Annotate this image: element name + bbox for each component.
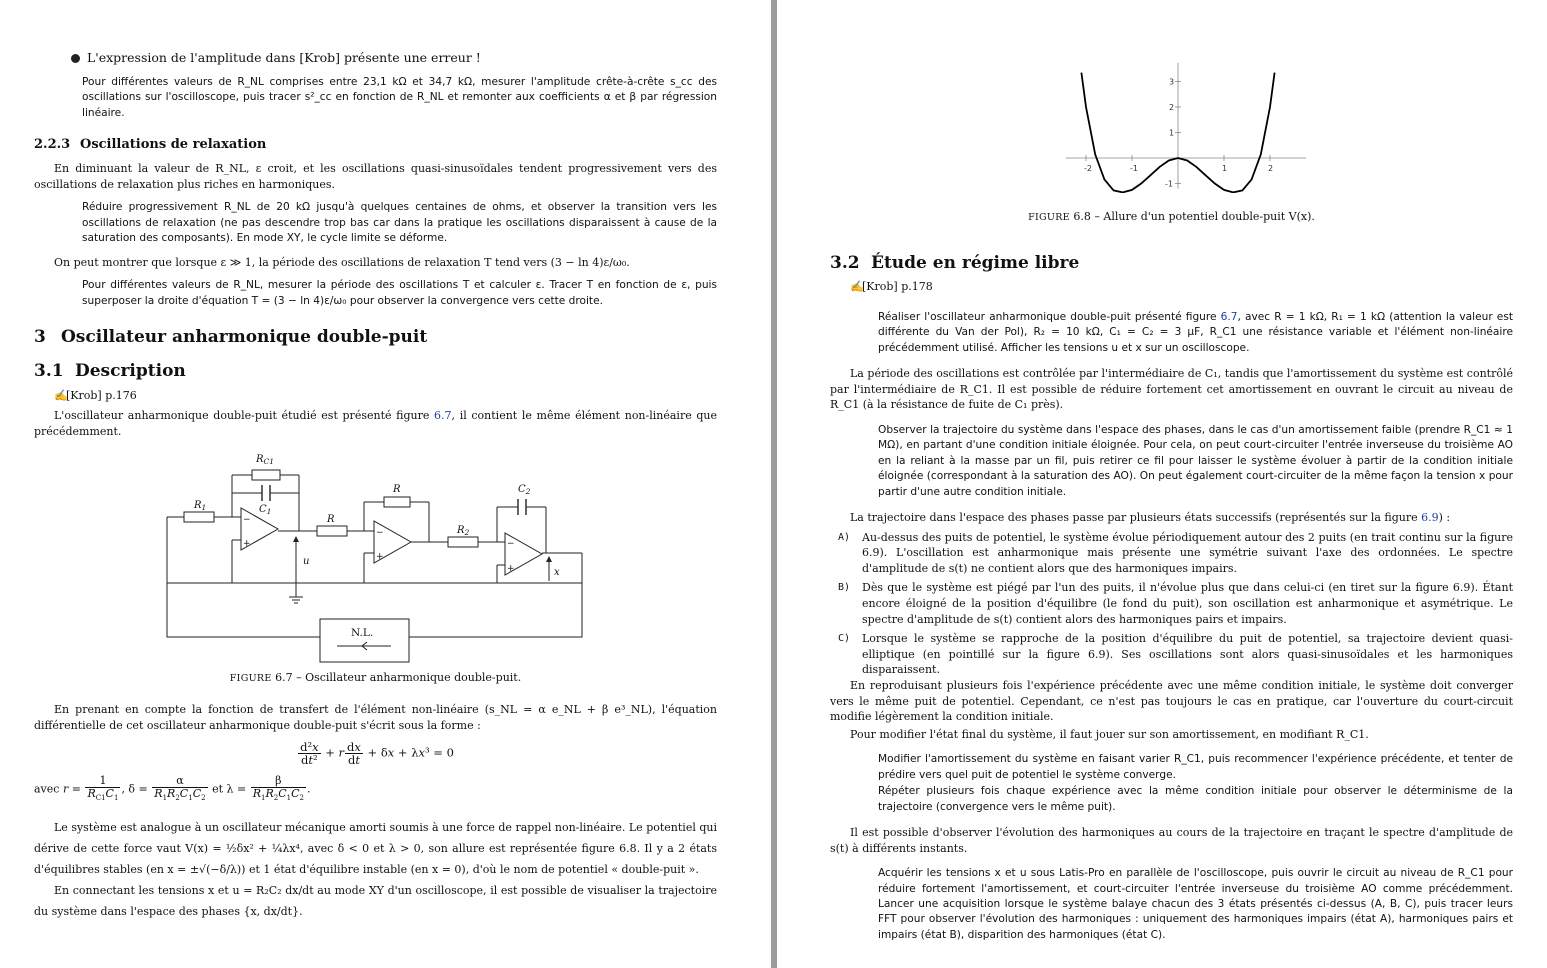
svg-text:N.L.: N.L. [351, 627, 374, 640]
section-3-heading: 3 Oscillateur anharmonique double-puit [34, 327, 428, 348]
section-31-heading: 3.1 Description [34, 361, 186, 382]
x-tick-label: -2 [1084, 164, 1092, 173]
svg-text:−: − [507, 539, 515, 550]
para-modifier-amortissement: Modifier l'amortissement du système en faisant varier R_C1, puis recommencer l'expérience précédente, et tenter de prédire vers quel puit de potentiel le système converge. [878, 753, 1513, 781]
para-repeter: Répéter plusieurs fois chaque expérience avec la même condition initiale pour observer le déterminisme de la trajectoire (convergence vers le même puit). [878, 785, 1513, 813]
right-page [777, 0, 1547, 968]
para-analog: Le système est analogue à un oscillateur mécanique amorti soumis à une force de rappel non-linéaire. Le potentiel qui dérive de cette force vaut V(x) = ½δx² + ¼λx⁴, avec δ < 0 et λ > 0, son allure est représentée figure 6.8. Il y a 2 états d'équilibres stables (en x = ±√(−δ/λ)) et 1 état d'équilibre instable (en x = 0), d'où le nom de potentiel « double-puit ». [34, 821, 717, 877]
nonlinear-element-box [320, 619, 409, 662]
warning-line [34, 50, 717, 70]
y-tick-label: 2 [1169, 103, 1175, 112]
para-realise: Réaliser l'oscillateur anharmonique double-puit présenté figure 6.7, avec R = 1 kΩ, R₁ = 1 kΩ (attention la valeur est différente du Van der Pol), R₂ = 10 kΩ, C₁ = C₂ = 3 μF, R_C1 une résistance variable et l'élément non-linéaire précédemment utilisé. Afficher les tensions u et x sur un oscilloscope. [878, 311, 1513, 354]
svg-text:C2: $C_2$ [518, 484, 531, 497]
svg-text:R: R [393, 484, 401, 496]
left-page [0, 0, 771, 968]
svg-text:+: + [376, 552, 384, 563]
section-223-heading: 2.2.3 Oscillations de relaxation [34, 137, 267, 153]
svg-text:C1: $C_1$ [259, 504, 272, 517]
figure-6-8-caption: FIGURE 6.8 – Allure d'un potentiel double-puit V(x). [1028, 210, 1315, 223]
svg-text:R: R [327, 514, 335, 526]
para-modifier: Pour modifier l'état final du système, il faut jouer sur son amortissement, en modifiant R_C1. [850, 727, 1369, 741]
differential-equation: $\frac{\text{d²x}}{\text{dt²}}$ + r $\frac{dx}{dt}$ + δx + λx³ = 0 [300, 740, 454, 768]
list-item-c: C) Lorsque le système se rapproche de la position d'équilibre du puit de potentiel, sa trajectoire devient quasi-elliptique (en pointillé sur la figure 6.9). Ses oscillations sont alors quasi-sinusoïdales et les harmoniques disparaissent. [838, 632, 1513, 677]
para-transfer: En prenant en compte la fonction de transfert de l'élément non-linéaire (s_NL = α e_NL + β e³_NL), l'équation différentielle de cet oscillateur anharmonique double-puit s'écrit sous la forme : [34, 703, 717, 732]
resistors [184, 470, 478, 550]
figure-link-6-9[interactable]: 6.9 [1421, 511, 1439, 525]
reference-176: ✍[Krob] p.176 [54, 389, 137, 403]
svg-text:−: − [243, 515, 251, 526]
warning-text: L'expression de l'amplitude dans [Krob] présente une erreur ! [87, 50, 481, 65]
para-periode: La période des oscillations est contrôlée par l'intermédiaire de C₁, tandis que l'amortissement du système est contrôlé par l'intermédiaire de R_C1. Il est possible de réduire fortement cet amortissement en ouvrant le circuit au niveau de R_C1 (à la résistance de fuite de C₁ près). [830, 367, 1513, 412]
svg-text:R2: $R_2$ [457, 525, 470, 538]
para-relax: En diminuant la valeur de R_NL, ε croit, et les oscillations quasi-sinusoïdales tendent progressivement vers des oscillations de relaxation plus riches en harmoniques. [34, 162, 717, 191]
y-tick-label: -1 [1165, 179, 1173, 189]
para-xy: En connectant les tensions x et u = R₂C₂ dx/dt au mode XY d'un oscilloscope, il est possible de visualiser la trajectoire du système dans l'espace des phases {x, dx/dt}. [34, 884, 717, 919]
y-tick-label: 3 [1169, 77, 1175, 87]
circuit-diagram [34, 447, 717, 667]
chart-ticks [1084, 78, 1273, 189]
para-acquerir: Acquérir les tensions x et u sous Latis-Pro en parallèle de l'oscilloscope, puis ouvrir le circuit au niveau de R_C1 pour réduire fortement l'amortissement, et court-circuiter l'entrée inverseuse du troisième AO comme précédemment. Lancer une acquisition lorsque le système balaye chacun des 3 états présentés ci-dessus (A, B, C), puis tracer leurs FFT pour observer l'évolution des harmoniques : uniquement des harmoniques impairs (état A), harmoniques pairs et impairs (état B), disparition des harmoniques (état C). [878, 867, 1513, 941]
para-period: On peut montrer que lorsque ε ≫ 1, la période des oscillations de relaxation T tend vers (3 − ln 4)ε/ω₀. [54, 255, 630, 269]
figure-link-6-7[interactable]: 6.7 [434, 409, 452, 423]
svg-text:R1: $R_1$ [194, 500, 207, 513]
para-reduce: Réduire progressivement R_NL de 20 kΩ jusqu'à quelques centaines de ohms, et observer la transition vers les oscillations de relaxation (ne pas descendre trop bas car dans la pratique les oscillations disparaissent à cause de la saturation des composants). En mode XY, le cycle limite se déforme. [82, 201, 717, 245]
svg-text:+: + [243, 539, 251, 550]
right-column [830, 50, 1513, 943]
x-tick-label: 2 [1268, 164, 1274, 173]
para-measure: Pour différentes valeurs de R_NL comprises entre 23,1 kΩ et 34,7 kΩ, mesurer l'amplitude crête-à-crête s_cc des oscillations sur l'oscilloscope, puis tracer s²_cc en fonction de R_NL et remonter aux coefficients α et β par régression linéaire. [82, 76, 717, 119]
list-item-a: A) Au-dessus des puits de potentiel, le système évolue périodiquement autour des 2 puits (en trait continu sur la figure 6.9). L'oscillation est anharmonique mais présente une symétrie suivant l'axe des ordonnées. Le spectre d'amplitude de s(t) ne contient alors que des harmoniques impairs. [838, 530, 1513, 575]
para-plot: Pour différentes valeurs de R_NL, mesurer la période des oscillations T et calculer ε. Tracer T en fonction de ε, puis superposer la droite d'équation T = (3 − ln 4)ε/ω₀ pour observer la convergence vers cette droite. [82, 279, 717, 307]
reference-178: ✍[Krob] p.178 [850, 280, 933, 293]
para-evolution: Il est possible d'observer l'évolution des harmoniques au cours de la trajectoire en traçant le spectre d'amplitude de s(t) à différents instants. [830, 825, 1513, 855]
y-tick-label: 1 [1169, 128, 1175, 138]
svg-text:−: − [376, 528, 384, 539]
svg-text:+: + [507, 564, 515, 575]
svg-text:RC1: $R_{C1}$ [256, 454, 275, 467]
list-item-b: B) Dès que le système est piégé par l'un des puits, il n'évolue plus que dans celui-ci (en tiret sur la figure 6.9). Étant encore éloigné de la position d'équilibre (le fond du puit), son oscillation est anharmonique et asymétrique. Le spectre d'amplitude de s(t) contient alors des harmoniques pairs et impairs. [838, 581, 1513, 626]
x-tick-label: -1 [1130, 164, 1138, 173]
para-trajectoire: La trajectoire dans l'espace des phases passe par plusieurs états successifs (représentés sur la figure 6.9) : [850, 511, 1451, 525]
section-32-heading: 3.2 Étude en régime libre [830, 253, 1080, 273]
bullet-icon [71, 54, 80, 63]
figure-link-6-7[interactable]: 6.7 [1220, 311, 1238, 323]
pen-icon: ✍ [54, 389, 68, 403]
para-observer: Observer la trajectoire du système dans l'espace des phases, dans le cas d'un amortissement faible (prendre R_C1 ≈ 1 MΩ), en partant d'une condition initiale éloignée. Pour cela, on peut court-circuiter l'entrée inverseuse du troisième AO en la reliant à la masse par un fil, puis retirer ce fil pour laisser le système évoluer à partir de la condition initiale éloignée (correspondant à la saturation des AO). On peut également court-circuiter de la même façon la tension x pour partir d'une autre condition initiale. [878, 424, 1513, 498]
svg-text:x: x [554, 567, 560, 579]
para-reproduisant: En reproduisant plusieurs fois l'expérience précédente avec une même condition initiale, le système doit converger vers le même puit de potentiel. Cependant, ce n'est pas toujours le cas en pratique, car l'ouverture du court-circuit modifie légèrement la condition initiale. [830, 678, 1513, 724]
pen-icon: ✍ [850, 280, 864, 293]
para-description: L'oscillateur anharmonique double-puit étudié est présenté figure 6.7, il contient le même élément non-linéaire que précédemment. [34, 409, 718, 438]
x-tick-label: 1 [1222, 164, 1228, 173]
coefficients-definition: avec r = $\frac{1}{R_{C1}C_1}$ , δ = $\frac{\alpha}{R_1R_2C_1C_2}$ et λ = $\frac{\beta}{R_1R_2C_1C_2}$ . [34, 774, 311, 803]
left-column [34, 50, 717, 922]
svg-text:u: u [303, 556, 310, 568]
potential-chart [830, 58, 1513, 193]
figure-6-7-caption: FIGURE 6.7 – Oscillateur anharmonique double-puit. [229, 671, 522, 685]
